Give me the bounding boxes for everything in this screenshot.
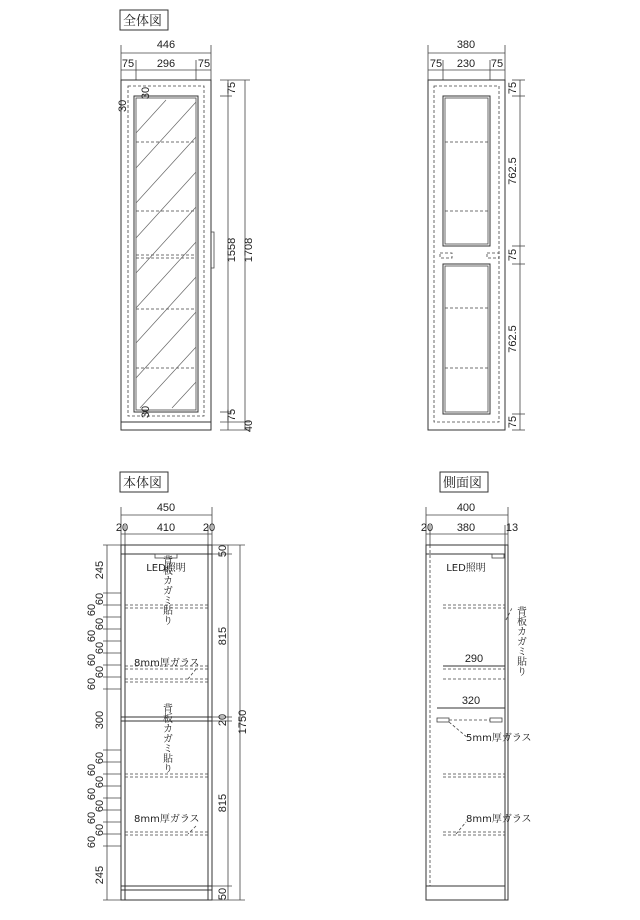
dim-20-left: 20 <box>115 522 129 534</box>
left-dim-11: 60 <box>94 751 106 765</box>
side-shelf-290: 290 <box>464 653 484 665</box>
dim-75-bottom: 75 <box>226 408 238 422</box>
dim-30-bottom: 30 <box>140 405 152 419</box>
dim-1708: 1708 <box>243 237 255 263</box>
left-dim-4: 60 <box>86 629 98 643</box>
left-dim-8: 60 <box>86 677 98 691</box>
right-dim-total-1750: 1750 <box>237 709 249 735</box>
glass-hatching <box>136 100 196 408</box>
side-dim-width-400: 400 <box>456 502 476 514</box>
dim-side-h-middle: 75 <box>507 248 519 262</box>
dim-296: 296 <box>156 58 176 70</box>
dim-side-h-top: 75 <box>507 81 519 95</box>
left-dim-10: 60 <box>86 763 98 777</box>
left-dim-5: 60 <box>94 641 106 655</box>
body-front-view <box>86 502 249 900</box>
left-dim-17: 60 <box>86 835 98 849</box>
left-dim-2: 60 <box>94 592 106 606</box>
title-side-text: 側面図 <box>443 476 483 491</box>
right-dim-mid: 20 <box>217 713 229 727</box>
title-overall <box>120 10 168 30</box>
side-dim-13: 13 <box>505 522 519 534</box>
left-dim-6: 60 <box>86 653 98 667</box>
back-mirror-upper-label: 背板カガミ貼り <box>160 555 172 625</box>
led-label: LED照明 <box>146 563 186 574</box>
side-glass-8mm-label: 8mm厚ガラス <box>466 814 532 825</box>
overall-front-view <box>117 39 255 432</box>
dim-410: 410 <box>156 522 176 534</box>
dim-width-450: 450 <box>156 502 176 514</box>
dim-20-right: 20 <box>202 522 216 534</box>
dim-230: 230 <box>456 58 476 70</box>
left-dim-12: 60 <box>94 775 106 789</box>
left-dim-9: 300 <box>94 710 106 730</box>
side-dim-380: 380 <box>456 522 476 534</box>
left-dim-3: 60 <box>94 617 106 631</box>
back-mirror-lower-label: 背板カガミ貼り <box>160 703 172 773</box>
overall-side-view <box>428 39 525 430</box>
left-dim-13: 60 <box>86 787 98 801</box>
dim-75-left: 75 <box>121 58 135 70</box>
dim-side-75-left: 75 <box>429 58 443 70</box>
title-overall-text: 全体図 <box>123 14 163 29</box>
dim-75-top: 75 <box>226 81 238 95</box>
side-back-mirror-label: 背板カガミ貼り <box>514 606 526 676</box>
dim-1558: 1558 <box>226 237 238 263</box>
dim-width-380: 380 <box>456 39 476 51</box>
left-dim-15: 60 <box>86 811 98 825</box>
body-side-view <box>421 502 532 900</box>
title-side <box>440 472 488 492</box>
left-dim-14: 60 <box>94 799 106 813</box>
title-main-body-text: 本体図 <box>123 476 163 491</box>
dim-side-h-lower: 762.5 <box>507 325 519 353</box>
right-dim-lower: 815 <box>217 793 229 813</box>
left-dim-1: 60 <box>86 603 98 617</box>
side-glass-5mm-label: 5mm厚ガラス <box>466 733 532 744</box>
dim-width-446: 446 <box>156 39 176 51</box>
dim-75-right: 75 <box>197 58 211 70</box>
title-main-body <box>120 472 168 492</box>
dim-40: 40 <box>243 419 255 433</box>
dim-side-h-upper: 762.5 <box>507 157 519 185</box>
dim-30-left: 30 <box>117 99 129 112</box>
side-led <box>492 554 504 558</box>
side-dim-20: 20 <box>420 522 434 534</box>
right-dim-bottom: 50 <box>217 887 229 901</box>
right-dim-upper: 815 <box>217 626 229 646</box>
dim-side-h-bottom: 75 <box>507 415 519 429</box>
glass-lower-label: 8mm厚ガラス <box>134 814 200 825</box>
side-led-label: LED照明 <box>446 563 486 574</box>
left-dim-7: 60 <box>94 665 106 679</box>
dim-30-top: 30 <box>140 86 152 100</box>
left-dim-0: 245 <box>94 560 106 580</box>
left-dim-18: 245 <box>94 865 106 885</box>
glass-upper-label: 8mm厚ガラス <box>134 658 200 669</box>
right-dim-top: 50 <box>217 544 229 558</box>
side-shelf-320: 320 <box>461 695 481 707</box>
left-dim-16: 60 <box>94 823 106 837</box>
dim-side-75-right: 75 <box>490 58 504 70</box>
